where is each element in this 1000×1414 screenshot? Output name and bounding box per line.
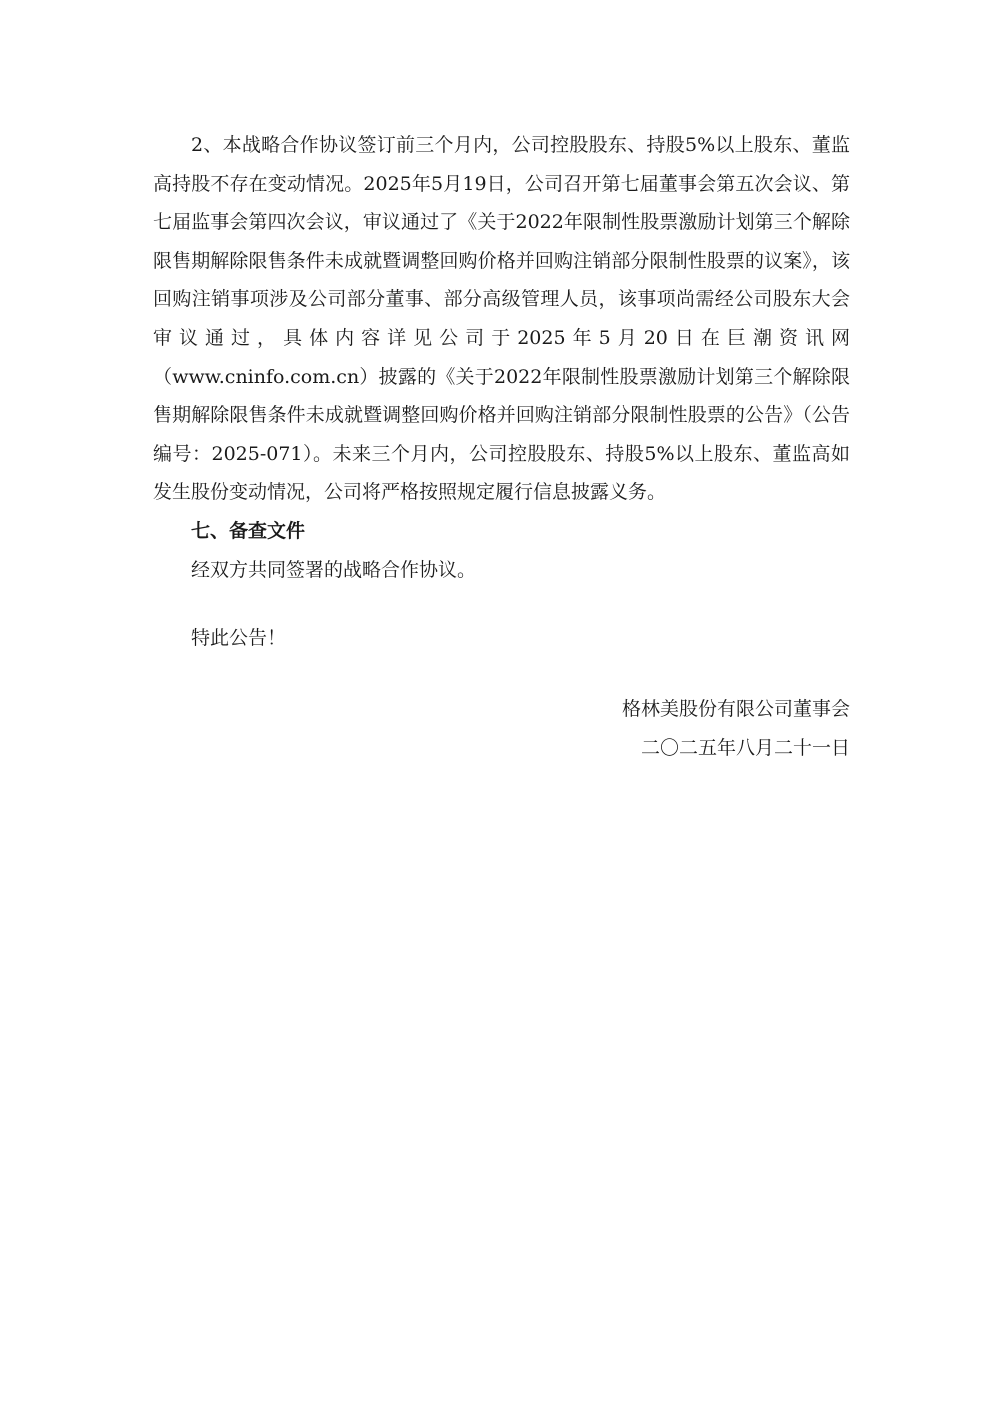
signature-company: 格林美股份有限公司董事会 [621, 698, 850, 720]
signature-date: 二〇二五年八月二十一日 [640, 736, 850, 759]
closing-statement: 特此公告！ [191, 627, 287, 650]
spacer [153, 589, 850, 619]
paragraph-item-2: 2、本战略合作协议签订前三个月内，公司控股股东、持股5%以上股东、董监高持股不存在变动情况。2025年5月19日，公司召开第七届董事会第五次会议、第七届监事会第四次会议，审议通过了《关于2022年限制性股票激励计划第三个解除限售期解除限售条件未成就暨调整回购价格并回购注销部分限制性股票的议案》，该回购注销事项涉及公司部分董事、部分高级管理人员，该事项尚需经公司股东大会审议通过，具体内容详见公司于2025年5月20日在巨潮资讯网（www.cninfo.com.cn）披露的《关于2022年限制性股票激励计划第三个解除限售期解除限售条件未成就暨调整回购价格并回购注销部分限制性股票的公告》（公告编号：2025-071）。未来三个月内，公司控股股东、持股5%以上股东、董监高如发生股份变动情况，公司将严格按照规定履行信息披露义务。 [153, 134, 850, 504]
section-heading-reference-documents: 七、备查文件 [191, 519, 306, 542]
document-body [153, 126, 850, 658]
reference-documents-text: 经双方共同签署的战略合作协议。 [191, 558, 477, 581]
signature-block [622, 690, 850, 767]
